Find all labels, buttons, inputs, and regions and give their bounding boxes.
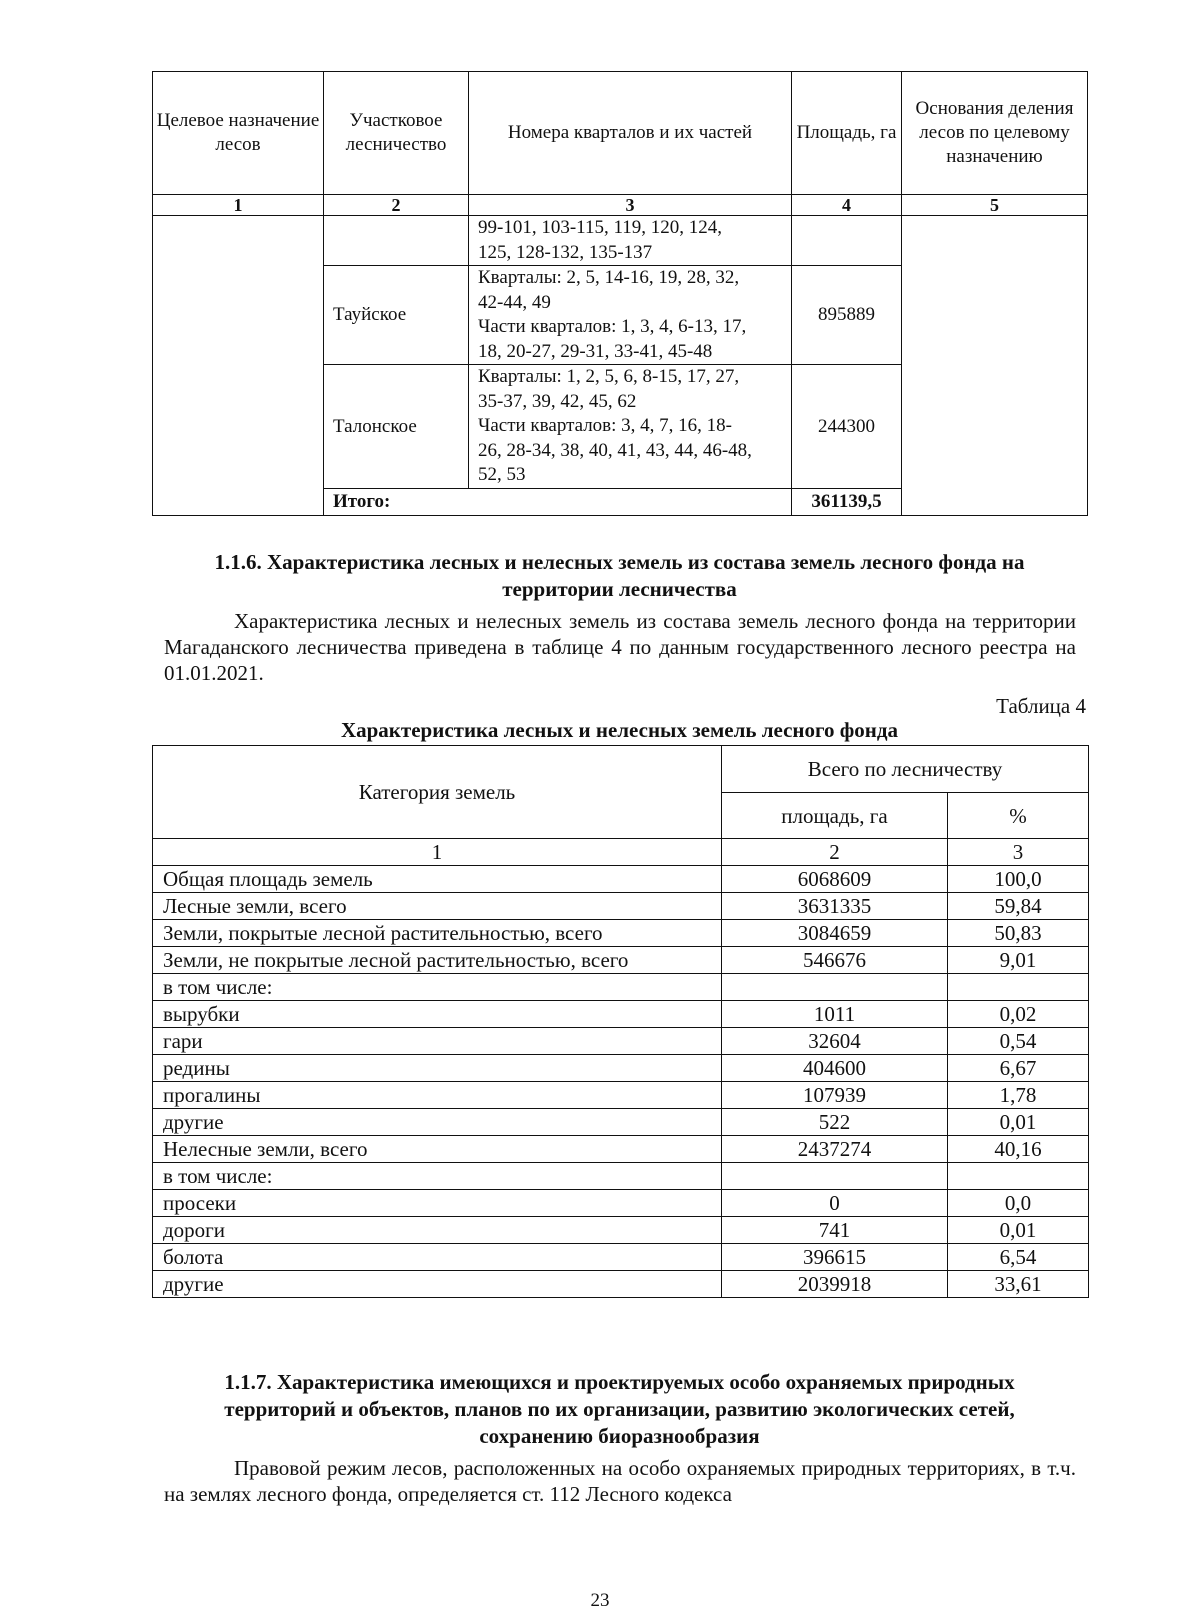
land-categories-table	[152, 745, 1089, 1298]
category-cell: в том числе:	[153, 1163, 722, 1190]
area-cell: 522	[722, 1109, 948, 1136]
percent-cell: 100,0	[948, 866, 1089, 893]
percent-cell: 6,67	[948, 1055, 1089, 1082]
table-label: Таблица 4	[996, 694, 1086, 718]
header-land-category: Категория земель	[153, 746, 722, 839]
category-cell: Лесные земли, всего	[153, 893, 722, 920]
area-cell: 546676	[722, 947, 948, 974]
percent-cell: 6,54	[948, 1244, 1089, 1271]
table-row	[153, 1217, 1089, 1244]
district-cell	[324, 216, 469, 266]
percent-cell: 9,01	[948, 947, 1089, 974]
section-117-paragraph: Правовой режим лесов, расположенных на особо охраняемых природных территориях, в т.ч. на землях лесного фонда, определяется ст. 112 Лесного кодекса	[164, 1456, 1076, 1506]
percent-cell	[948, 1163, 1089, 1190]
header-division-basis: Основания деления лесов по целевому назначению	[902, 72, 1088, 195]
area-cell: 396615	[722, 1244, 948, 1271]
table-row	[153, 216, 1088, 266]
page-number: 23	[590, 1590, 610, 1611]
area-cell: 895889	[792, 266, 902, 365]
area-cell: 2039918	[722, 1271, 948, 1298]
category-cell: редины	[153, 1055, 722, 1082]
table-row	[153, 920, 1089, 947]
category-cell: Общая площадь земель	[153, 866, 722, 893]
area-cell: 2437274	[722, 1136, 948, 1163]
area-cell: 244300	[792, 365, 902, 489]
table-row	[153, 1244, 1089, 1271]
category-cell: в том числе:	[153, 974, 722, 1001]
col-number: 1	[153, 195, 324, 216]
quarters-cell: Кварталы: 2, 5, 14-16, 19, 28, 32, 42-44, 49 Части кварталов: 1, 3, 4, 6-13, 17, 18, 20-27, 29-31, 33-41, 45-48	[469, 266, 792, 365]
table-row	[153, 1082, 1089, 1109]
district-cell: Тауйское	[324, 266, 469, 365]
percent-cell: 59,84	[948, 893, 1089, 920]
area-cell: 3084659	[722, 920, 948, 947]
category-cell: другие	[153, 1271, 722, 1298]
section-116-heading: 1.1.6. Характеристика лесных и нелесных земель из состава земель лесного фонда на территории лесничества	[214, 550, 1025, 601]
category-cell: Земли, не покрытые лесной растительностью, всего	[153, 947, 722, 974]
percent-cell	[948, 974, 1089, 1001]
percent-cell: 0,02	[948, 1001, 1089, 1028]
table-row	[153, 1190, 1089, 1217]
col-number: 1	[153, 839, 722, 866]
table-row	[153, 1109, 1089, 1136]
header-district: Участковое лесничество	[324, 72, 469, 195]
percent-cell: 0,54	[948, 1028, 1089, 1055]
header-total-by-forestry: Всего по лесничеству	[722, 746, 1089, 793]
area-cell: 741	[722, 1217, 948, 1244]
table-row	[153, 1136, 1089, 1163]
header-percent: %	[948, 793, 1089, 839]
table-row	[153, 866, 1089, 893]
col-number: 2	[324, 195, 469, 216]
area-cell: 1011	[722, 1001, 948, 1028]
category-cell: Земли, покрытые лесной растительностью, всего	[153, 920, 722, 947]
category-cell: прогалины	[153, 1082, 722, 1109]
section-116-paragraph: Характеристика лесных и нелесных земель из состава земель лесного фонда на территории Магаданского лесничества приведена в таблице 4 по данным государственного лесного реестра на 01.01.2021.	[164, 609, 1076, 685]
total-area: 361139,5	[792, 489, 902, 516]
category-cell: болота	[153, 1244, 722, 1271]
area-cell: 6068609	[722, 866, 948, 893]
percent-cell: 40,16	[948, 1136, 1089, 1163]
table-title: Характеристика лесных и нелесных земель лесного фонда	[340, 718, 899, 742]
header-forest-purpose: Целевое назначение лесов	[153, 72, 324, 195]
table-row	[153, 1271, 1089, 1298]
percent-cell: 0,01	[948, 1109, 1089, 1136]
percent-cell: 0,0	[948, 1190, 1089, 1217]
header-area: площадь, га	[722, 793, 948, 839]
table-row	[153, 1163, 1089, 1190]
category-cell: просеки	[153, 1190, 722, 1217]
category-cell: гари	[153, 1028, 722, 1055]
area-cell	[722, 1163, 948, 1190]
header-quarter-numbers: Номера кварталов и их частей	[469, 72, 792, 195]
table-row	[153, 1028, 1089, 1055]
section-117-heading: 1.1.7. Характеристика имеющихся и проектируемых особо охраняемых природных территорий и объектов, планов по их организации, развитию экологических сетей, сохранению биоразнообразия	[224, 1370, 1015, 1448]
land-categories-body	[153, 866, 1089, 1298]
quarters-cell: Кварталы: 1, 2, 5, 6, 8-15, 17, 27, 35-37, 39, 42, 45, 62 Части кварталов: 3, 4, 7, 16, 18- 26, 28-34, 38, 40, 41, 43, 44, 46-48, 52, 53	[469, 365, 792, 489]
table-row	[153, 947, 1089, 974]
area-cell: 32604	[722, 1028, 948, 1055]
area-cell: 3631335	[722, 893, 948, 920]
division-basis-cell	[902, 216, 1088, 516]
percent-cell: 50,83	[948, 920, 1089, 947]
percent-cell: 1,78	[948, 1082, 1089, 1109]
table-row	[153, 1001, 1089, 1028]
area-cell	[792, 216, 902, 266]
table-row	[153, 1055, 1089, 1082]
total-label: Итого:	[324, 489, 792, 516]
percent-cell: 33,61	[948, 1271, 1089, 1298]
category-cell: вырубки	[153, 1001, 722, 1028]
district-cell: Талонское	[324, 365, 469, 489]
category-cell: другие	[153, 1109, 722, 1136]
table-row	[153, 893, 1089, 920]
quarters-cell: 99-101, 103-115, 119, 120, 124, 125, 128-132, 135-137	[469, 216, 792, 266]
area-cell: 404600	[722, 1055, 948, 1082]
col-number: 3	[469, 195, 792, 216]
area-cell: 107939	[722, 1082, 948, 1109]
area-cell	[722, 974, 948, 1001]
col-number: 5	[902, 195, 1088, 216]
forest-purpose-cell	[153, 216, 324, 516]
forest-purpose-table	[152, 71, 1088, 516]
table-row	[153, 974, 1089, 1001]
category-cell: Нелесные земли, всего	[153, 1136, 722, 1163]
col-number: 3	[948, 839, 1089, 866]
col-number: 2	[722, 839, 948, 866]
area-cell: 0	[722, 1190, 948, 1217]
header-area: Площадь, га	[792, 72, 902, 195]
percent-cell: 0,01	[948, 1217, 1089, 1244]
category-cell: дороги	[153, 1217, 722, 1244]
col-number: 4	[792, 195, 902, 216]
